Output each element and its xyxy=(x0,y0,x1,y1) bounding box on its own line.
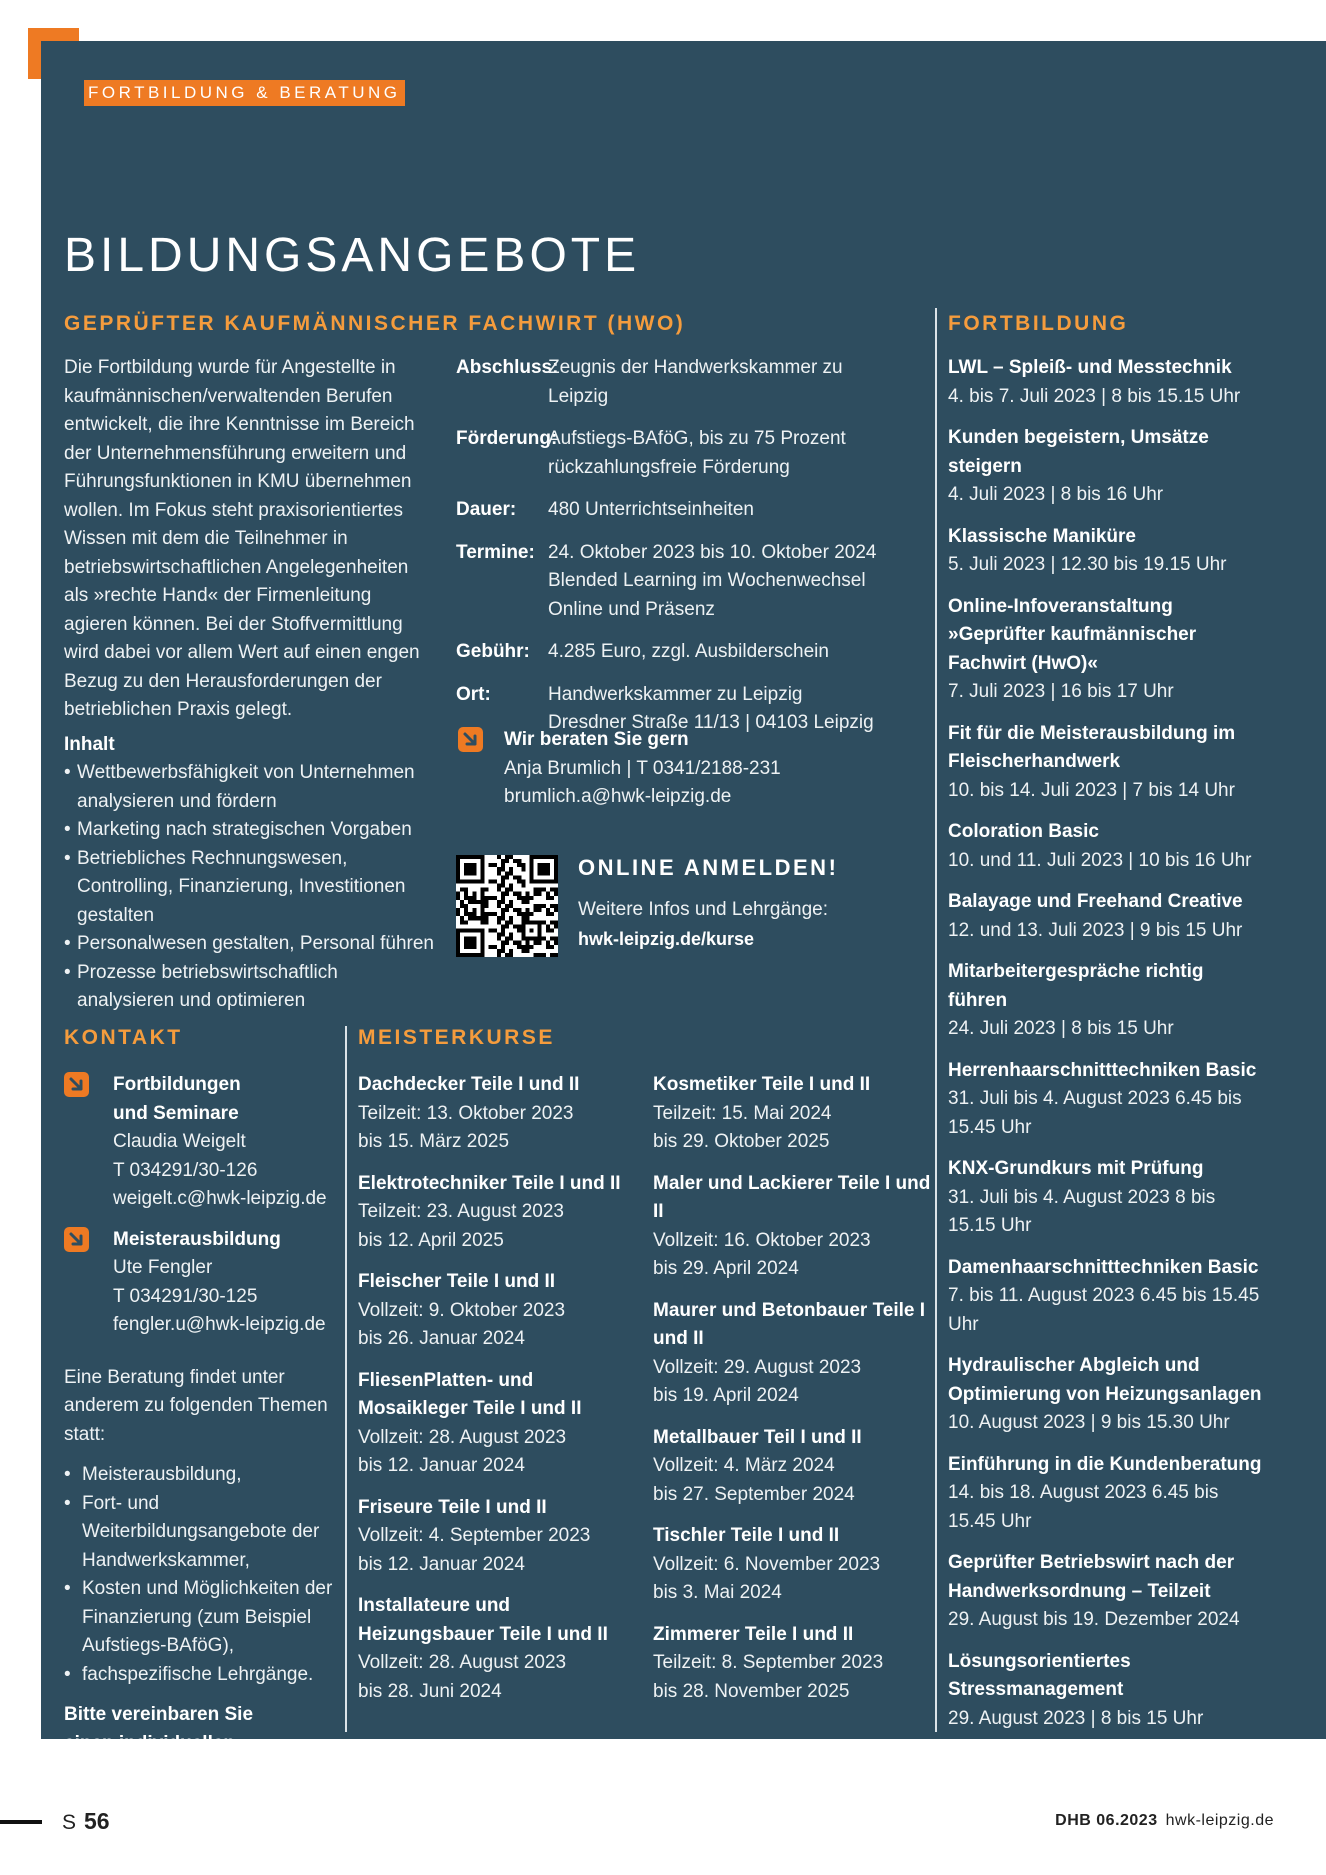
fortbildung-item[interactable] xyxy=(948,593,1266,707)
fachwirt-heading: GEPRÜFTER KAUFMÄNNISCHER FACHWIRT (HWO) xyxy=(64,312,686,335)
detail-label: Gebühr: xyxy=(456,641,530,662)
fortbildung-detail: 7. Juli 2023 | 16 bis 17 Uhr xyxy=(948,681,1174,702)
detail-line: Dresdner Straße 11/13 | 04103 Leipzig xyxy=(548,712,874,733)
arrow-icon xyxy=(64,1072,89,1097)
meisterkurs-line: bis 19. April 2024 xyxy=(653,1385,799,1406)
footer-issue xyxy=(1055,1812,1274,1830)
fortbildung-detail: 31. Juli bis 4. August 2023 8 bis 15.15 Uhr xyxy=(948,1186,1216,1236)
fortbildung-title: Fit für die Meisterausbildung im Fleischerhandwerk xyxy=(948,722,1236,772)
meisterkurs-item[interactable] xyxy=(358,1367,643,1481)
detail-label: Förderung: xyxy=(456,428,558,449)
contact-name: Ute Fengler xyxy=(113,1257,213,1278)
fortbildung-title: Kunden begeistern, Umsätze steigern xyxy=(948,427,1209,477)
meisterkurse-col2 xyxy=(653,1071,933,1719)
fortbildung-item[interactable] xyxy=(948,1451,1266,1537)
fortbildung-item[interactable] xyxy=(948,424,1266,510)
fortbildung-item[interactable] xyxy=(948,818,1266,875)
meisterkurs-title: Metallbauer Teil I und II xyxy=(653,1426,862,1448)
inhalt-label: Inhalt xyxy=(64,733,115,755)
fortbildung-title: Mitarbeitergespräche richtig führen xyxy=(948,961,1204,1011)
beratung-email[interactable]: brumlich.a@hwk-leipzig.de xyxy=(504,786,732,807)
detail-line: Aufstiegs-BAföG, bis zu 75 Prozent xyxy=(548,428,846,449)
kontakt-topic: • Meisterausbildung, xyxy=(64,1461,339,1490)
detail-line: Zeugnis der Handwerkskammer zu Leipzig xyxy=(548,357,843,407)
meisterkurs-title: FliesenPlatten- und Mosaikleger Teile I und II xyxy=(358,1369,582,1419)
beratung-block xyxy=(504,726,904,812)
detail-value xyxy=(548,354,896,411)
fortbildung-title: Geprüfter Betriebswirt nach der Handwerksordnung – Teilzeit xyxy=(948,1552,1235,1602)
detail-line: rückzahlungsfreie Förderung xyxy=(548,456,790,478)
detail-label: Ort: xyxy=(456,683,491,705)
kontakt-intro: Eine Beratung findet unter anderem zu folgenden Themen statt: xyxy=(64,1366,328,1445)
contact-name: Claudia Weigelt xyxy=(113,1131,246,1152)
fortbildung-item[interactable] xyxy=(948,1254,1266,1340)
detail-value xyxy=(548,425,896,482)
kontakt-topics xyxy=(64,1461,339,1689)
detail-row xyxy=(456,354,896,411)
fortbildung-title: Hydraulischer Abgleich und Optimierung von Heizungsanlagen xyxy=(948,1355,1262,1405)
meisterkurs-item[interactable] xyxy=(358,1494,643,1580)
fortbildung-title: Coloration Basic xyxy=(948,821,1099,842)
meisterkurs-line: Vollzeit: 29. August 2023 xyxy=(653,1356,862,1378)
fortbildung-detail: 31. Juli bis 4. August 2023 6.45 bis 15.45 Uhr xyxy=(948,1088,1242,1138)
fachwirt-intro: Die Fortbildung wurde für Angestellte in kaufmännischen/verwaltenden Berufen entwickelt, die ihre Kenntnisse im Bereich der Unternehmensführung erweitern und Führungsfunktionen in KMU übernehmen wollen. Im Fokus steht praxisorientiertes Wissen mit dem die Teilnehmer in betriebswirtschaftlichen Angelegenheiten als »rechte Hand« der Firmenleitung agieren können. Bei der Stoffvermittlung wird dabei vor allem Wert auf einen engen Bezug zu den Herausforderungen der betrieblichen Praxis gelegt. xyxy=(64,357,420,720)
meisterkurs-line: Vollzeit: 28. August 2023 xyxy=(358,1652,567,1673)
footer-rule xyxy=(0,1820,42,1824)
meisterkurse-col1 xyxy=(358,1071,643,1719)
qr-code[interactable] xyxy=(456,855,558,957)
meisterkurs-line: bis 12. Januar 2024 xyxy=(358,1553,525,1575)
inhalt-item: • Wettbewerbsfähigkeit von Unternehmen analysieren und fördern xyxy=(64,759,436,816)
contact-card xyxy=(64,1071,339,1214)
detail-label: Dauer: xyxy=(456,499,517,520)
section-tag: FORTBILDUNG & BERATUNG xyxy=(84,80,405,106)
meisterkurs-item[interactable] xyxy=(653,1621,933,1707)
meisterkurs-item[interactable] xyxy=(653,1424,933,1510)
meisterkurs-line: bis 3. Mai 2024 xyxy=(653,1582,782,1603)
meisterkurs-line: bis 29. Oktober 2025 xyxy=(653,1131,830,1152)
meisterkurs-item[interactable] xyxy=(358,1071,643,1157)
beratung-phone: Anja Brumlich | T 0341/2188-231 xyxy=(504,757,781,779)
meisterkurs-line: Teilzeit: 8. September 2023 xyxy=(653,1652,884,1673)
meisterkurs-line: Teilzeit: 15. Mai 2024 xyxy=(653,1102,832,1124)
detail-row xyxy=(456,425,896,482)
fortbildung-item[interactable] xyxy=(948,1155,1266,1241)
meisterkurs-title: Maurer und Betonbauer Teile I und II xyxy=(653,1299,926,1349)
meisterkurs-title: Fleischer Teile I und II xyxy=(358,1271,556,1292)
meisterkurs-item[interactable] xyxy=(653,1170,933,1284)
contact-email[interactable]: fengler.u@hwk-leipzig.de xyxy=(113,1314,326,1335)
fachwirt-intro-block xyxy=(64,354,436,1016)
arrow-icon xyxy=(458,727,483,752)
meisterkurse-heading: MEISTERKURSE xyxy=(358,1026,555,1049)
meisterkurs-item[interactable] xyxy=(653,1071,933,1157)
meisterkurs-item[interactable] xyxy=(653,1522,933,1608)
page-number-value: 56 xyxy=(84,1808,110,1834)
fortbildung-detail: 10. und 11. Juli 2023 | 10 bis 16 Uhr xyxy=(948,849,1252,871)
meisterkurs-title: Dachdecker Teile I und II xyxy=(358,1074,580,1095)
fortbildung-list xyxy=(948,354,1266,1746)
detail-value xyxy=(548,496,896,525)
fortbildung-item[interactable] xyxy=(948,523,1266,580)
fortbildung-item[interactable] xyxy=(948,1549,1266,1635)
fortbildung-item[interactable] xyxy=(948,720,1266,806)
kontakt-closing: Bitte vereinbaren Sie einen individuellen Termin. xyxy=(64,1704,254,1782)
online-block xyxy=(578,896,898,953)
meisterkurs-line: bis 12. April 2025 xyxy=(358,1229,504,1251)
fortbildung-item[interactable] xyxy=(948,1057,1266,1143)
fortbildung-detail: 24. Juli 2023 | 8 bis 15 Uhr xyxy=(948,1018,1174,1039)
detail-row xyxy=(456,638,896,667)
meisterkurs-line: bis 12. Januar 2024 xyxy=(358,1455,525,1476)
contact-title: Meisterausbildung xyxy=(113,1228,281,1250)
detail-label: Termine: xyxy=(456,541,535,563)
fortbildung-item[interactable] xyxy=(948,354,1266,411)
meisterkurs-item[interactable] xyxy=(358,1268,643,1354)
online-link[interactable]: hwk-leipzig.de/kurse xyxy=(578,928,755,949)
fortbildung-title: Lösungsorientiertes Stressmanagement xyxy=(948,1650,1131,1700)
inhalt-item: • Marketing nach strategischen Vorgaben xyxy=(64,816,436,845)
online-register-title: ONLINE ANMELDEN! xyxy=(578,855,839,880)
meisterkurs-line: bis 28. November 2025 xyxy=(653,1680,850,1702)
fortbildung-title: Damenhaarschnitttechniken Basic xyxy=(948,1256,1259,1278)
contact-card xyxy=(64,1226,339,1340)
fortbildung-detail: 7. bis 11. August 2023 6.45 bis 15.45 Uhr xyxy=(948,1285,1260,1335)
detail-label: Abschluss: xyxy=(456,357,559,378)
fortbildung-detail: 10. August 2023 | 9 bis 15.30 Uhr xyxy=(948,1412,1230,1433)
contact-phone: T 034291/30-126 xyxy=(113,1159,258,1181)
meisterkurs-item[interactable] xyxy=(358,1170,643,1256)
contact-phone: T 034291/30-125 xyxy=(113,1285,258,1307)
contact-email[interactable]: weigelt.c@hwk-leipzig.de xyxy=(113,1188,327,1209)
page-number xyxy=(62,1808,110,1835)
fortbildung-title: Herrenhaarschnitttechniken Basic xyxy=(948,1059,1257,1081)
meisterkurs-line: bis 15. März 2025 xyxy=(358,1131,510,1152)
meisterkurs-line: bis 26. Januar 2024 xyxy=(358,1328,525,1349)
arrow-icon xyxy=(64,1227,89,1252)
detail-line: Online und Präsenz xyxy=(548,598,715,620)
page-title: BILDUNGSANGEBOTE xyxy=(64,229,641,282)
meisterkurs-item[interactable] xyxy=(653,1297,933,1411)
fortbildung-item[interactable] xyxy=(948,958,1266,1044)
fortbildung-title: KNX-Grundkurs mit Prüfung xyxy=(948,1158,1204,1179)
kontakt-topic: • Fort- und Weiterbildungsangebote der Handwerkskammer, xyxy=(64,1490,339,1576)
meisterkurs-line: bis 27. September 2024 xyxy=(653,1483,855,1505)
detail-value xyxy=(548,539,896,625)
meisterkurs-title: Zimmerer Teile I und II xyxy=(653,1623,854,1645)
kontakt-topic: • Kosten und Möglichkeiten der Finanzierung (zum Beispiel Aufstiegs-BAföG), xyxy=(64,1575,339,1661)
column-divider xyxy=(345,1026,347,1732)
fortbildung-heading: FORTBILDUNG xyxy=(948,312,1129,335)
meisterkurs-line: Vollzeit: 28. August 2023 xyxy=(358,1426,567,1448)
inhalt-item: • Personalwesen gestalten, Personal führen xyxy=(64,930,436,959)
meisterkurs-title: Tischler Teile I und II xyxy=(653,1525,840,1546)
inhalt-list xyxy=(64,759,436,1016)
fortbildung-detail: 5. Juli 2023 | 12.30 bis 19.15 Uhr xyxy=(948,554,1227,575)
meisterkurs-line: Vollzeit: 16. Oktober 2023 xyxy=(653,1229,871,1251)
meisterkurs-line: bis 28. Juni 2024 xyxy=(358,1680,502,1702)
detail-line: 24. Oktober 2023 bis 10. Oktober 2024 xyxy=(548,541,877,563)
kontakt-heading: KONTAKT xyxy=(64,1026,183,1049)
fortbildung-title: Klassische Maniküre xyxy=(948,525,1136,547)
footer-site[interactable]: hwk-leipzig.de xyxy=(1165,1812,1274,1829)
issue-label: DHB 06.2023 xyxy=(1055,1812,1158,1829)
detail-row xyxy=(456,539,896,625)
meisterkurs-line: bis 29. April 2024 xyxy=(653,1258,799,1279)
meisterkurs-title: Installateure und Heizungsbauer Teile I und II xyxy=(358,1595,608,1645)
fortbildung-detail: 14. bis 18. August 2023 6.45 bis 15.45 Uhr xyxy=(948,1482,1219,1532)
meisterkurs-line: Teilzeit: 13. Oktober 2023 xyxy=(358,1102,574,1124)
page-prefix: S xyxy=(62,1811,77,1834)
kontakt-block xyxy=(64,1071,339,1787)
meisterkurs-line: Vollzeit: 4. März 2024 xyxy=(653,1455,835,1476)
fortbildung-detail: 4. Juli 2023 | 8 bis 16 Uhr xyxy=(948,484,1164,505)
fortbildung-item[interactable] xyxy=(948,1648,1266,1734)
fortbildung-detail: 10. bis 14. Juli 2023 | 7 bis 14 Uhr xyxy=(948,779,1235,801)
beratung-title: Wir beraten Sie gern xyxy=(504,729,689,750)
fachwirt-details xyxy=(456,354,896,752)
fortbildung-title: Online-Infoveranstaltung »Geprüfter kaufmännischer Fachwirt (HwO)« xyxy=(948,595,1197,674)
fortbildung-detail: 29. August 2023 | 8 bis 15 Uhr xyxy=(948,1707,1204,1729)
meisterkurs-title: Elektrotechniker Teile I und II xyxy=(358,1172,621,1194)
inhalt-item: • Betriebliches Rechnungswesen, Controlling, Finanzierung, Investitionen gestalten xyxy=(64,845,436,931)
column-divider xyxy=(935,308,937,1732)
meisterkurs-line: Teilzeit: 23. August 2023 xyxy=(358,1201,564,1222)
fortbildung-item[interactable] xyxy=(948,1352,1266,1438)
meisterkurs-title: Maler und Lackierer Teile I und II xyxy=(653,1172,931,1222)
kontakt-topic: • fachspezifische Lehrgänge. xyxy=(64,1661,339,1690)
meisterkurs-title: Friseure Teile I und II xyxy=(358,1496,547,1518)
detail-line: Handwerkskammer zu Leipzig xyxy=(548,683,803,705)
contact-title: Fortbildungen und Seminare xyxy=(113,1074,241,1124)
detail-line: 4.285 Euro, zzgl. Ausbilderschein xyxy=(548,641,829,662)
fortbildung-detail: 4. bis 7. Juli 2023 | 8 bis 15.15 Uhr xyxy=(948,385,1241,407)
meisterkurs-item[interactable] xyxy=(358,1592,643,1706)
meisterkurs-line: Vollzeit: 4. September 2023 xyxy=(358,1525,591,1546)
fortbildung-detail: 12. und 13. Juli 2023 | 9 bis 15 Uhr xyxy=(948,919,1243,941)
fortbildung-detail: 29. August bis 19. Dezember 2024 xyxy=(948,1609,1240,1630)
detail-value xyxy=(548,638,896,667)
fortbildung-title: LWL – Spleiß- und Messtechnik xyxy=(948,357,1232,378)
fortbildung-title: Balayage und Freehand Creative xyxy=(948,891,1243,912)
fortbildung-title: Einführung in die Kundenberatung xyxy=(948,1453,1262,1475)
meisterkurs-line: Vollzeit: 6. November 2023 xyxy=(653,1553,881,1575)
meisterkurs-line: Vollzeit: 9. Oktober 2023 xyxy=(358,1299,566,1321)
detail-row xyxy=(456,496,896,525)
inhalt-item: • Prozesse betriebswirtschaftlich analysieren und optimieren xyxy=(64,959,436,1016)
fortbildung-item[interactable] xyxy=(948,888,1266,945)
detail-line: Blended Learning im Wochenwechsel xyxy=(548,570,866,591)
detail-line: 480 Unterrichtseinheiten xyxy=(548,499,754,520)
online-text: Weitere Infos und Lehrgänge: xyxy=(578,899,828,920)
meisterkurs-title: Kosmetiker Teile I und II xyxy=(653,1074,871,1095)
